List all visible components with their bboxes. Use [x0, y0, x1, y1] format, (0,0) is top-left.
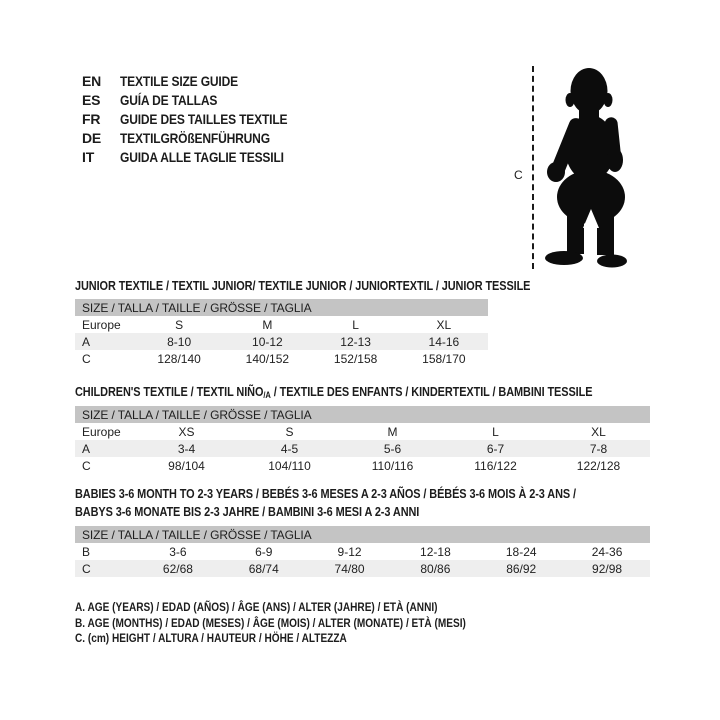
size-header-label: SIZE / TALLA / TAILLE / GRÖSSE / TAGLIA — [82, 527, 312, 542]
size-cell: XL — [436, 317, 452, 332]
language-label: TEXTILE SIZE GUIDE — [120, 72, 238, 89]
age-cell: 14-16 — [428, 334, 460, 349]
size-cell: L — [352, 317, 359, 332]
height-cell: 104/110 — [268, 458, 311, 473]
size-cell: XL — [591, 424, 606, 439]
height-cell: 92/98 — [592, 561, 623, 576]
table-row-height — [75, 457, 650, 474]
language-label: TEXTILGRÖßENFÜHRUNG — [120, 129, 270, 146]
height-cell: 98/104 — [168, 458, 205, 473]
children-table-title: CHILDREN'S TEXTILE / TEXTIL $NIÑO_{/A}$ / TEXTILE DES ENFANTS / KINDERTEXTIL / BAMBINI TESSILE — [75, 384, 593, 400]
months-cell: 24-36 — [591, 544, 623, 559]
table-row-europe — [75, 316, 488, 333]
size-cell: M — [387, 424, 398, 439]
height-cell: 116/122 — [474, 458, 517, 473]
height-cell: 74/80 — [334, 561, 365, 576]
height-cell: 80/86 — [420, 561, 451, 576]
row-label: C — [82, 561, 91, 576]
size-cell: M — [262, 317, 273, 332]
size-header-bar — [75, 526, 650, 543]
language-code: FR — [82, 110, 101, 127]
table-row-europe — [75, 423, 650, 440]
legend-line-a: A. AGE (YEARS) / EDAD (AÑOS) / ÂGE (ANS) / ALTER (JAHRE) / ETÀ (ANNI) — [75, 600, 438, 614]
age-cell: 6-7 — [486, 441, 505, 456]
language-label: GUÍA DE TALLAS — [120, 91, 218, 108]
size-header-label: SIZE / TALLA / TAILLE / GRÖSSE / TAGLIA — [82, 300, 312, 315]
size-cell: S — [175, 317, 184, 332]
height-cell: 152/158 — [333, 351, 378, 366]
height-measure-label: C — [514, 168, 523, 182]
height-measure-line — [532, 66, 534, 269]
size-cell: XS — [178, 424, 195, 439]
table-row-months — [75, 543, 650, 560]
age-cell: 7-8 — [589, 441, 608, 456]
size-cell: S — [285, 424, 294, 439]
row-label: A — [82, 334, 91, 349]
legend-line-b: B. AGE (MONTHS) / EDAD (MESES) / ÂGE (MOIS) / ALTER (MONATE) / ETÀ (MESI) — [75, 615, 466, 630]
table-row-height — [75, 350, 488, 367]
children-size-table — [75, 406, 650, 474]
months-cell: 6-9 — [255, 544, 273, 559]
row-label: C — [82, 351, 91, 366]
language-row-fr — [82, 109, 315, 128]
language-list — [82, 71, 315, 166]
language-code: IT — [82, 148, 95, 165]
toddler-silhouette-icon — [538, 60, 638, 272]
row-label: A — [82, 441, 91, 456]
months-cell: 12-18 — [420, 544, 451, 559]
size-header-bar — [75, 406, 650, 423]
height-cell: 122/128 — [576, 458, 621, 473]
language-code: ES — [82, 91, 101, 108]
height-cell: 68/74 — [248, 561, 279, 576]
language-code: DE — [82, 129, 102, 146]
months-cell: 3-6 — [169, 544, 187, 559]
legend — [75, 600, 540, 647]
months-cell: 9-12 — [337, 544, 362, 559]
row-label: Europe — [82, 424, 121, 439]
row-label: B — [82, 544, 91, 559]
age-cell: 12-13 — [340, 334, 371, 349]
height-cell: 128/140 — [157, 351, 201, 366]
size-cell: L — [492, 424, 499, 439]
language-row-de — [82, 128, 315, 147]
height-cell: 62/68 — [162, 561, 193, 576]
table-row-age — [75, 440, 650, 457]
age-cell: 10-12 — [252, 334, 283, 349]
height-cell: 110/116 — [371, 458, 414, 473]
size-header-bar — [75, 299, 488, 316]
age-cell: 4-5 — [280, 441, 299, 456]
babies-size-table — [75, 526, 650, 577]
language-row-es — [82, 90, 315, 109]
language-label: GUIDE DES TAILLES TEXTILE — [120, 110, 288, 127]
row-label: Europe — [82, 317, 121, 332]
age-cell: 5-6 — [383, 441, 402, 456]
language-row-en — [82, 71, 315, 90]
row-label: C — [82, 458, 91, 473]
height-cell: 158/170 — [422, 351, 466, 366]
language-row-it — [82, 147, 315, 166]
babies-table-title: BABIES 3-6 MONTH TO 2-3 YEARS / BEBÉS 3-6 MESES A 2-3 AÑOS / BÉBÉS 3-6 MOIS À 2-3 ANS / BABYS 3-6 MONATE BIS 2-3 JAHRE / BAMBINI 3-6 MESI A 2-3 ANNI — [75, 486, 577, 519]
height-cell: 86/92 — [506, 561, 537, 576]
months-cell: 18-24 — [505, 544, 537, 559]
size-header-label: SIZE / TALLA / TAILLE / GRÖSSE / TAGLIA — [82, 407, 312, 422]
junior-table-title: JUNIOR TEXTILE / TEXTIL JUNIOR/ TEXTILE JUNIOR / JUNIORTEXTIL / JUNIOR TESSILE — [75, 278, 531, 293]
language-code: EN — [82, 72, 102, 89]
table-row-age — [75, 333, 488, 350]
title-subscript: /A — [263, 390, 271, 400]
height-cell: 140/152 — [245, 351, 290, 366]
language-label: GUIDA ALLE TAGLIE TESSILI — [120, 148, 284, 165]
junior-size-table — [75, 299, 488, 367]
age-cell: 3-4 — [177, 441, 196, 456]
age-cell: 8-10 — [167, 334, 192, 349]
legend-line-c: C. (cm) HEIGHT / ALTURA / HAUTEUR / HÖHE / ALTEZZA — [75, 631, 347, 645]
table-row-height — [75, 560, 650, 577]
